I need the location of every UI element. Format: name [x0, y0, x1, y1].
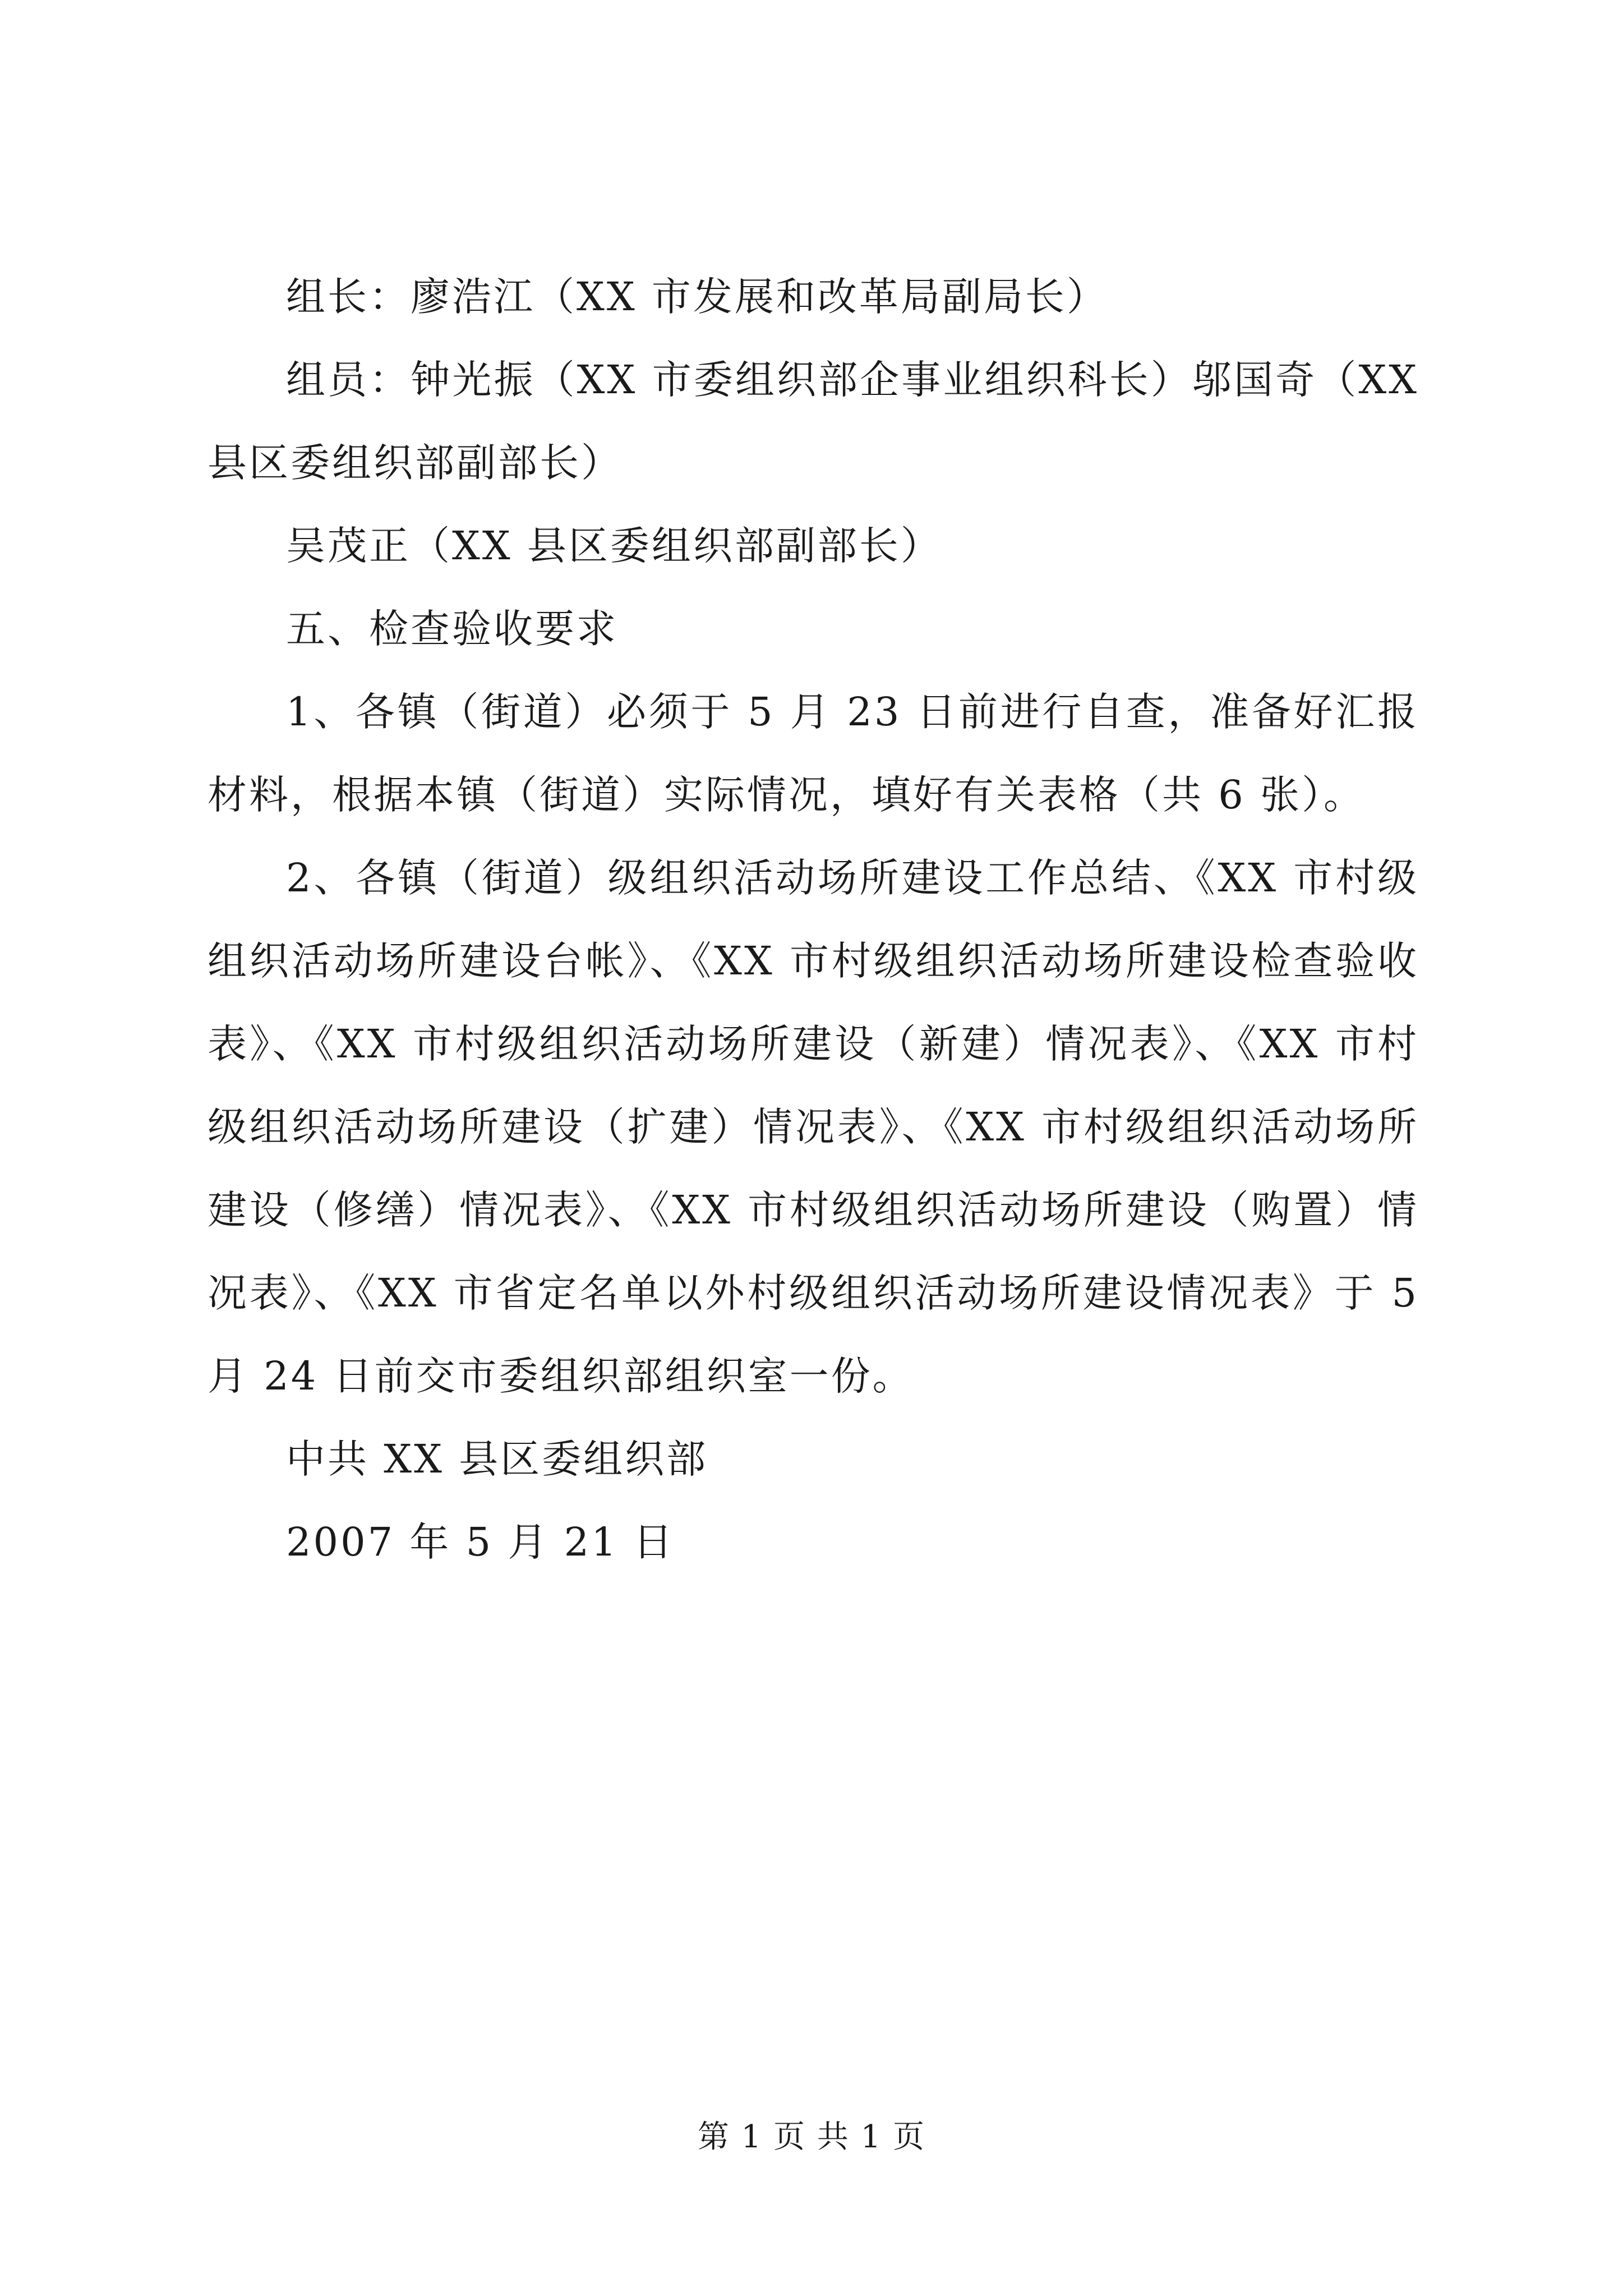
paragraph-requirement-2: 2、各镇（街道）级组织活动场所建设工作总结、《XX 市村级组织活动场所建设台帐》、《XX 市村级组织活动场所建设检查验收表》、《XX 市村级组织活动场所建设（新建）情况表》、《XX 市村级组织活动场所建设（扩建）情况表》、《XX 市村级组织活动场所建设（修缮）情况表》、《XX 市村级组织活动场所建设（购置）情况表》、《XX 市省定名单以外村级组织活动场所建设情况表》于 5 月 24 日前交市委组织部组织室一份。 [208, 855, 1419, 1399]
paragraph-group-members: 组员：钟光振（XX 市委组织部企事业组织科长）邬国奇（XX 县区委组织部副部长） [208, 357, 1419, 486]
signature-date: 2007 年 5 月 21 日 [286, 1519, 675, 1565]
paragraph-member-wu: 吴茂正（XX 县区委组织部副部长） [286, 523, 942, 569]
signature-organization: 中共 XX 县区委组织部 [286, 1436, 708, 1482]
section-heading-inspection: 五、检查验收要求 [286, 606, 618, 652]
paragraph-group-leader: 组长：廖浩江（XX 市发展和改革局副局长） [286, 274, 1108, 320]
page-number: 第 1 页 共 1 页 [697, 2119, 926, 2155]
paragraph-requirement-1: 1、各镇（街道）必须于 5 月 23 日前进行自查，准备好汇报材料，根据本镇（街道）实际情况，填好有关表格（共 6 张）。 [208, 689, 1419, 818]
document-body [208, 255, 1419, 1584]
page-footer [0, 2115, 1623, 2160]
